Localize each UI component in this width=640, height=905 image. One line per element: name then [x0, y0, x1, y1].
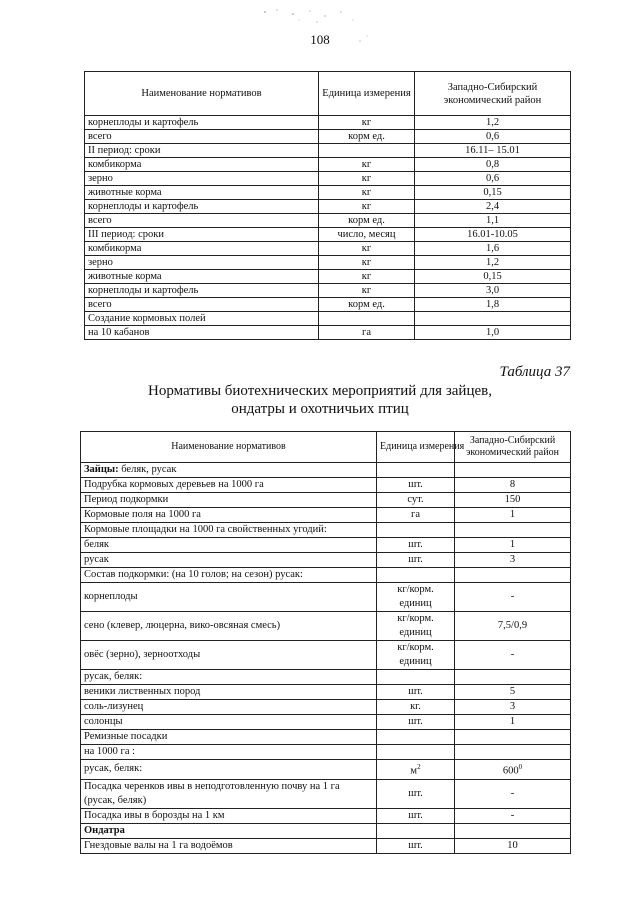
table-header-row	[85, 72, 571, 116]
cell-value: 1	[455, 508, 571, 523]
cell-name: корнеплоды	[81, 583, 377, 612]
cell-unit: кг/корм. единиц	[377, 641, 455, 670]
table-row	[81, 523, 571, 538]
cell-value: 3	[455, 700, 571, 715]
table-row	[81, 612, 571, 641]
cell-unit: шт.	[377, 478, 455, 493]
cell-name: II период: сроки	[85, 144, 319, 158]
cell-unit: шт.	[377, 808, 455, 823]
table-row-willow	[81, 779, 571, 808]
cell-unit: корм ед.	[319, 130, 415, 144]
cell-value: 16.01-10.05	[415, 228, 571, 242]
table-row	[81, 745, 571, 760]
table-biotech-norms	[80, 431, 571, 854]
cell-unit: кг	[319, 200, 415, 214]
cell-unit: га	[319, 326, 415, 340]
cell-name: русак, беляк:	[81, 760, 377, 780]
cell-name: на 1000 га :	[81, 745, 377, 760]
table-row	[81, 478, 571, 493]
cell-name: всего	[85, 130, 319, 144]
cell-value	[455, 568, 571, 583]
table-row	[85, 228, 571, 242]
cell-unit: кг	[319, 270, 415, 284]
cell-value: 0,8	[415, 158, 571, 172]
cell-value: 1,2	[415, 116, 571, 130]
cell-value: -	[455, 583, 571, 612]
cell-unit: число, месяц	[319, 228, 415, 242]
cell-name: Создание кормовых полей	[85, 312, 319, 326]
cell-name: русак, беляк:	[81, 670, 377, 685]
cell-unit	[377, 670, 455, 685]
cell-name: сено (клевер, люцерна, вико-овсяная смесь)	[81, 612, 377, 641]
cell-value: 5	[455, 685, 571, 700]
cell-name: соль-лизунец	[81, 700, 377, 715]
cell-value: -	[455, 808, 571, 823]
cell-value: 1,1	[415, 214, 571, 228]
section-hares-rest: беляк, русак	[118, 464, 177, 475]
cell-unit: шт.	[377, 779, 455, 808]
cell-unit: кг	[319, 256, 415, 270]
cell-value: 1,8	[415, 298, 571, 312]
table-row	[85, 172, 571, 186]
cell-unit: кг/корм. единиц	[377, 612, 455, 641]
cell-name: Подрубка кормовых деревьев на 1000 га	[81, 478, 377, 493]
cell-unit: кг/корм. единиц	[377, 583, 455, 612]
table-row	[81, 583, 571, 612]
cell-name: комбикорма	[85, 242, 319, 256]
cell-name: III период: сроки	[85, 228, 319, 242]
table-row-furrow	[81, 808, 571, 823]
cell-name: беляк	[81, 538, 377, 553]
cell-value: -	[455, 641, 571, 670]
cell-value: 0,15	[415, 270, 571, 284]
cell-unit: шт.	[377, 715, 455, 730]
header-name: Наименование нормативов	[85, 72, 319, 116]
table-row	[81, 508, 571, 523]
cell-name: Посадка ивы в борозды на 1 км	[81, 808, 377, 823]
cell-name: Кормовые площадки на 1000 га свойственных угодий:	[81, 523, 377, 538]
table-row	[85, 144, 571, 158]
table-row	[85, 214, 571, 228]
table-row	[85, 158, 571, 172]
cell-unit: кг	[319, 284, 415, 298]
cell-unit	[319, 144, 415, 158]
cell-unit: шт.	[377, 838, 455, 853]
table-row	[85, 298, 571, 312]
cell-value: 0,6	[415, 172, 571, 186]
cell-name: Гнездовые валы на 1 га водоёмов	[81, 838, 377, 853]
table-row	[85, 312, 571, 326]
table-row	[81, 670, 571, 685]
header-region: Западно-Сибирский экономический район	[455, 432, 571, 463]
cell-name: всего	[85, 214, 319, 228]
table-row	[85, 130, 571, 144]
cell-name: овёс (зерно), зерноотходы	[81, 641, 377, 670]
table-row	[85, 200, 571, 214]
cell-name: веники лиственных пород	[81, 685, 377, 700]
table-row	[85, 256, 571, 270]
cell-unit: кг	[319, 186, 415, 200]
cell-value: 16.11– 15.01	[415, 144, 571, 158]
cell-name: солонцы	[81, 715, 377, 730]
cell-value: 1,0	[415, 326, 571, 340]
cell-value	[455, 670, 571, 685]
table-row	[81, 493, 571, 508]
cell-unit	[319, 312, 415, 326]
header-region: Западно-Сибирский экономический район	[415, 72, 571, 116]
header-name: Наименование нормативов	[81, 432, 377, 463]
table-row	[81, 538, 571, 553]
cell-value: 0,6	[415, 130, 571, 144]
table-row	[81, 715, 571, 730]
cell-unit	[377, 523, 455, 538]
table-row	[81, 685, 571, 700]
cell-value: 1	[455, 538, 571, 553]
cell-value: 10	[455, 838, 571, 853]
cell-value: 3,0	[415, 284, 571, 298]
section-hares-bold: Зайцы:	[84, 464, 119, 475]
cell-value: 3	[455, 553, 571, 568]
cell-name: корнеплоды и картофель	[85, 116, 319, 130]
table-row	[81, 568, 571, 583]
cell-unit: кг	[319, 116, 415, 130]
cell-unit: кг	[319, 172, 415, 186]
cell-name: всего	[85, 298, 319, 312]
cell-value: 2,4	[415, 200, 571, 214]
cell-unit	[377, 730, 455, 745]
table-row	[85, 284, 571, 298]
cell-value	[415, 312, 571, 326]
cell-unit: корм ед.	[319, 214, 415, 228]
cell-name: корнеплоды и картофель	[85, 200, 319, 214]
cell-unit: $м^2$	[377, 760, 455, 780]
table-row	[81, 730, 571, 745]
cell-unit: шт.	[377, 685, 455, 700]
section-label	[81, 463, 377, 478]
page-number: 108	[310, 32, 330, 47]
table-row-muskrat	[81, 838, 571, 853]
cell-name: зерно	[85, 172, 319, 186]
table-caption: Таблица 37	[499, 364, 570, 380]
cell-unit	[377, 745, 455, 760]
cell-value: 8	[455, 478, 571, 493]
cell-value: $600^0$	[455, 760, 571, 780]
table-row	[85, 326, 571, 340]
section-label: Ондатра	[81, 823, 377, 838]
cell-unit: корм ед.	[319, 298, 415, 312]
cell-name: животные корма	[85, 186, 319, 200]
table-row	[81, 553, 571, 568]
cell-value	[455, 730, 571, 745]
cell-name: Состав подкормки: (на 10 голов; на сезон) русак:	[81, 568, 377, 583]
cell-value: 1,2	[415, 256, 571, 270]
section-row-hares	[81, 463, 571, 478]
cell-value: 1	[455, 715, 571, 730]
cell-name: русак	[81, 553, 377, 568]
table-title-line1: Нормативы биотехнических мероприятий для зайцев,	[148, 383, 492, 399]
cell-value: 0,15	[415, 186, 571, 200]
cell-value: 7,5/0,9	[455, 612, 571, 641]
table-row	[85, 116, 571, 130]
cell-unit: га	[377, 508, 455, 523]
cell-unit: кг.	[377, 700, 455, 715]
table-row	[81, 641, 571, 670]
header-unit: Единица измерения	[319, 72, 415, 116]
cell-name: Кормовые поля на 1000 га	[81, 508, 377, 523]
cell-name: зерно	[85, 256, 319, 270]
cell-value: 1,6	[415, 242, 571, 256]
table-row	[81, 700, 571, 715]
cell-name: на 10 кабанов	[85, 326, 319, 340]
table-title-line2: ондатры и охотничьих птиц	[231, 401, 409, 417]
cell-name: Посадка черенков ивы в неподготовленную почву на 1 га (русак, беляк)	[81, 779, 377, 808]
cell-value: 150	[455, 493, 571, 508]
cell-name: корнеплоды и картофель	[85, 284, 319, 298]
table-header-row	[81, 432, 571, 463]
section-row-muskrat	[81, 823, 571, 838]
cell-unit: шт.	[377, 538, 455, 553]
cell-name: комбикорма	[85, 158, 319, 172]
cell-unit: кг	[319, 158, 415, 172]
cell-name: животные корма	[85, 270, 319, 284]
table-row-area	[81, 760, 571, 780]
table-row	[85, 270, 571, 284]
cell-name: Период подкормки	[81, 493, 377, 508]
cell-unit: кг	[319, 242, 415, 256]
cell-unit: шт.	[377, 553, 455, 568]
cell-value	[455, 745, 571, 760]
cell-value	[455, 523, 571, 538]
table-row	[85, 186, 571, 200]
cell-unit: сут.	[377, 493, 455, 508]
cell-name: Ремизные посадки	[81, 730, 377, 745]
cell-unit	[377, 568, 455, 583]
table-row	[85, 242, 571, 256]
cell-value: -	[455, 779, 571, 808]
table-feed-norms	[84, 71, 571, 340]
header-unit: Единица измерения	[377, 432, 455, 463]
